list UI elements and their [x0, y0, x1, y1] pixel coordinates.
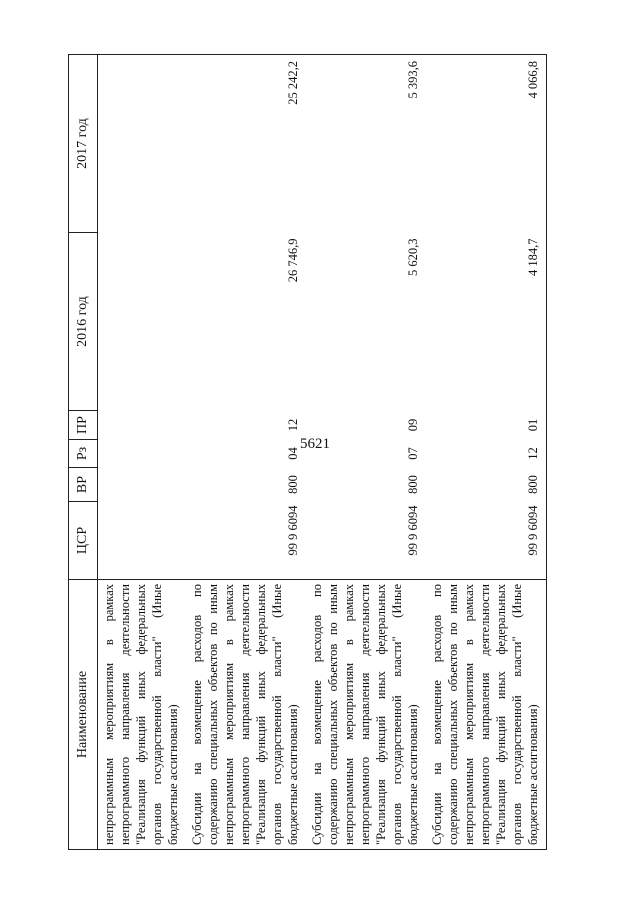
row-name: Субсидии на возмещение расходов по содержанию специальных объектов по иным непрограммным мероприятиям в рамках непрограммного направления деятельности "Реализация функций иных федеральных органов государственной власти" (Иные бюджетные ассигнования) — [426, 580, 547, 850]
table-row — [98, 55, 187, 850]
row-2017: 5 393,6 — [306, 55, 426, 233]
row-name: непрограммным мероприятиям в рамках непрограммного направления деятельности "Реализация функций иных федеральных органов государственной власти" (Иные бюджетные ассигнования) — [98, 580, 187, 850]
row-2016: 26 746,9 — [286, 238, 300, 283]
row-vr: 800 — [286, 475, 300, 494]
row-vr: 800 — [426, 468, 547, 502]
row-rz: 07 — [406, 447, 420, 460]
row-2017 — [98, 55, 187, 233]
row-2017: 25 242,2 — [186, 55, 306, 233]
row-rz: 04 — [286, 447, 300, 460]
row-rz — [98, 440, 187, 468]
row-vr — [98, 468, 187, 502]
table-row — [306, 55, 426, 850]
row-2016 — [98, 233, 187, 411]
header-rz: Рз — [69, 440, 98, 468]
row-rz: 12 — [426, 440, 547, 468]
row-2017: 4 066,8 — [426, 55, 547, 233]
header-csr: ЦСР — [69, 502, 98, 580]
row-2016: 5 620,3 — [406, 238, 420, 276]
row-name: Субсидии на возмещение расходов по содержанию специальных объектов по иным непрограммным мероприятиям в рамках непрограммного направления деятельности "Реализация функций иных федеральных органов государственной власти" (Иные бюджетные ассигнования) — [186, 580, 306, 850]
row-pr: 01 — [426, 411, 547, 440]
row-2016: 4 184,7 — [426, 233, 547, 411]
budget-table — [68, 54, 547, 850]
row-csr — [98, 502, 187, 580]
table-header-row — [69, 55, 98, 850]
row-name: Субсидии на возмещение расходов по содержанию специальных объектов по иным непрограммным мероприятиям в рамках непрограммного направления деятельности "Реализация функций иных федеральных органов государственной власти" (Иные бюджетные ассигнования) — [306, 580, 426, 850]
row-csr: 99 9 6094 — [286, 505, 300, 556]
rotated-budget-table — [68, 55, 603, 850]
row-csr: 99 9 6094 — [426, 502, 547, 580]
row-pr: 12 — [286, 418, 300, 432]
header-vr: ВР — [69, 468, 98, 502]
table-row — [186, 55, 306, 850]
table-row — [426, 55, 547, 850]
header-pr: ПР — [69, 411, 98, 440]
header-2017: 2017 год — [69, 55, 98, 233]
row-csr: 99 9 6094 — [406, 505, 420, 556]
row-pr — [98, 411, 187, 440]
header-name: Наименование — [69, 580, 98, 850]
header-2016: 2016 год — [69, 233, 98, 411]
row-vr: 800 — [406, 475, 420, 494]
row-pr: 09 — [406, 418, 420, 432]
page-number: 5621 — [300, 436, 330, 452]
